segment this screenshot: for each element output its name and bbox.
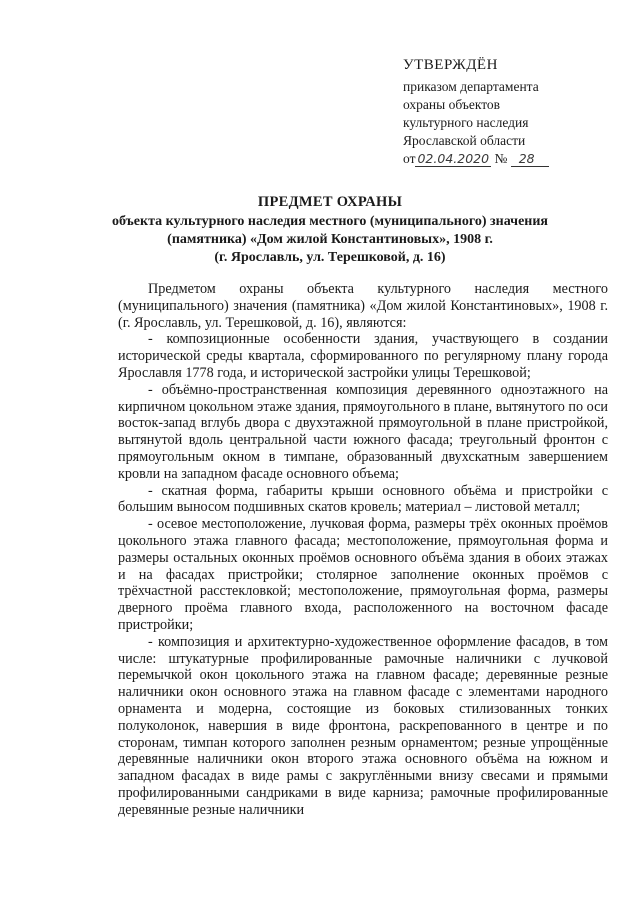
paragraph-item: - осевое местоположение, лучковая форма, размеры трёх оконных проёмов цокольного этажа главного фасада; местоположение, прямоугольная форма и размеры остальных оконных проёмов основного объёма здания в обоих этажах и на фасадах пристройки; столярное заполнение оконных проёмов с трёхчастной расстекловкой; местоположение, прямоугольная форма, размеры дверного проёма главного входа, расположенного на восточном фасаде пристройки; [118, 516, 608, 633]
paragraph-item: - композиция и архитектурно-художественное оформление фасадов, в том числе: штукатурные профилированные рамочные наличники с лучковой перемычкой окон цокольного этажа на главном фасаде; деревянные резные наличники окон основного этажа на главном фасаде с элементами народного орнамента и модерна, состоящие из боковых стилизованных тонких полуколонок, навершия в виде фронтона, раскрепованного в центре и по сторонам, тимпан которого заполнен резным орнаментом; резные упрощённые деревянные наличники окон второго этажа основного объёма на южном и западном фасадах в виде рамы с закруглёнными внизу свесами и прямыми профилированными сандриками в виде карниза; рамочные профилированные деревянные резные наличники [118, 633, 608, 818]
title-line: объекта культурного наследия местного (муниципального) значения [111, 214, 548, 229]
approval-line: культурного наследия [403, 115, 529, 130]
number-prefix: № [494, 151, 508, 166]
paragraph-intro: Предметом охраны объекта культурного наследия местного (муниципального) значения (памятника) «Дом жилой Константиновых», 1908 г. (г. Ярославль, ул. Терешковой, д. 16), являются: [118, 281, 608, 331]
approval-number: 28 [511, 151, 549, 167]
approval-stamp [403, 56, 603, 168]
paragraph-item: - композиционные особенности здания, участвующего в создании исторической среды квартала, сформированного по регулярному плану города Ярославля 1778 года, и исторической застройки улицы Терешковой; [118, 331, 608, 381]
date-prefix: от [403, 151, 416, 166]
approval-date-row [403, 150, 603, 168]
title-line: (г. Ярославль, ул. Терешковой, д. 16) [214, 250, 446, 265]
approval-line: приказом департамента [403, 79, 539, 94]
document-title [95, 193, 565, 267]
page-title: ПРЕДМЕТ ОХРАНЫ [257, 194, 403, 210]
approval-heading: УТВЕРЖДЁН [403, 57, 498, 73]
title-line: (памятника) «Дом жилой Константиновых», 1908 г. [167, 232, 493, 247]
document-body [118, 281, 608, 819]
paragraph-item: - скатная форма, габариты крыши основного объёма и пристройки с большим выносом подшивных скатов кровель; материал – листовой металл; [118, 482, 608, 516]
approval-line: охраны объектов [403, 97, 501, 112]
approval-line: Ярославской области [403, 133, 526, 148]
paragraph-item: - объёмно-пространственная композиция деревянного одноэтажного на кирпичном цокольном этаже здания, прямоугольного в плане, вытянутого по оси восток-запад вглубь двора с двухэтажной прямоугольной в плане пристройкой, вытянутой вдоль центральной части южного фасада; треугольный фронтон с прямоугольным окном в тимпане, образованный двухскатным завершением кровли на западном фасаде основного объема; [118, 381, 608, 482]
approval-date: 02.04.2020 [417, 151, 490, 166]
